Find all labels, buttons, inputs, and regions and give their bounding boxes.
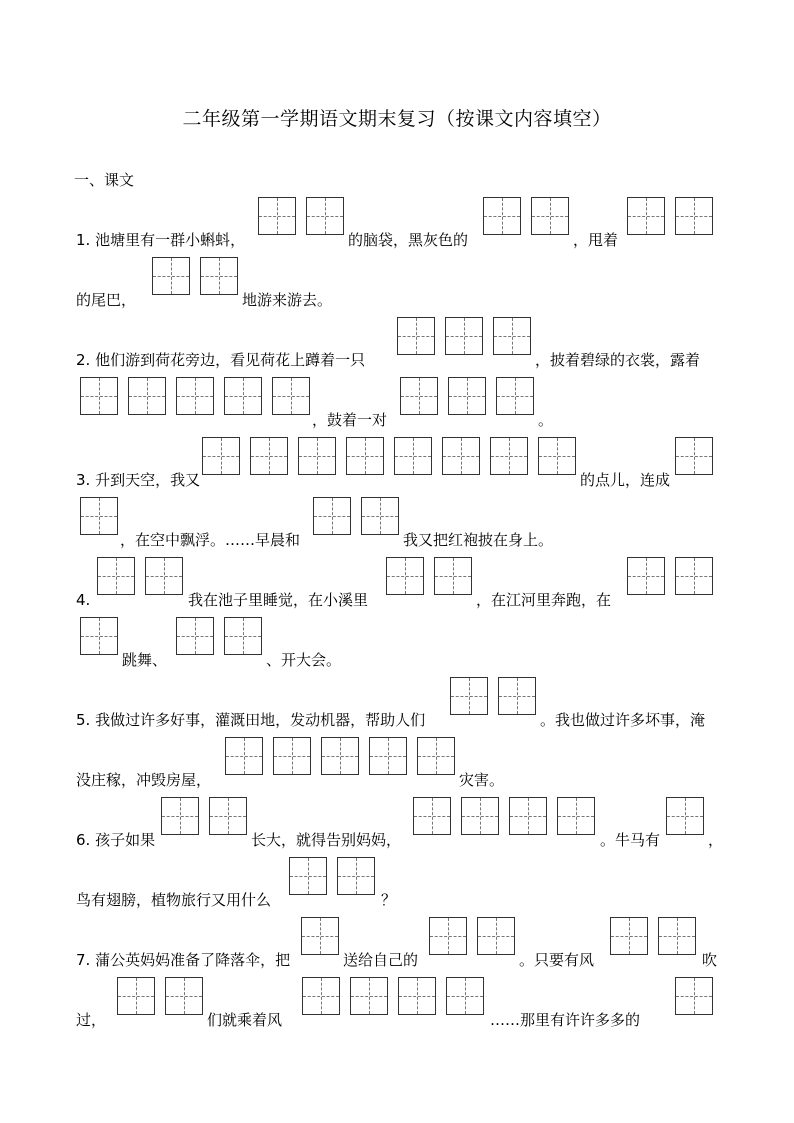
answer-box[interactable] xyxy=(80,617,118,655)
answer-box[interactable] xyxy=(369,737,407,775)
answer-box[interactable] xyxy=(97,557,135,595)
answer-box[interactable] xyxy=(496,377,534,415)
q5-text-b: 。我也做过许多坏事，淹 xyxy=(540,711,706,729)
q4-text-e: 、开大会。 xyxy=(266,651,342,669)
q2-text-c: ，鼓着一对 xyxy=(312,411,388,429)
q1-text-a: 1. 池塘里有一群小蝌蚪， xyxy=(76,231,246,249)
answer-box[interactable] xyxy=(627,197,665,235)
q7-text-b: 送给自己的 xyxy=(343,951,419,969)
answer-box[interactable] xyxy=(361,497,399,535)
answer-box[interactable] xyxy=(258,197,296,235)
q7-text-f: 们就乘着风 xyxy=(207,1011,283,1029)
q7-text-c: 。只要有风 xyxy=(519,951,595,969)
answer-box[interactable] xyxy=(493,317,531,355)
answer-box[interactable] xyxy=(202,437,240,475)
q4-text-c: ，在江河里奔跑，在 xyxy=(476,591,612,609)
answer-box[interactable] xyxy=(400,377,438,415)
answer-box[interactable] xyxy=(250,437,288,475)
answer-box[interactable] xyxy=(610,917,648,955)
answer-box[interactable] xyxy=(289,857,327,895)
answer-box[interactable] xyxy=(273,737,311,775)
answer-box[interactable] xyxy=(675,977,713,1015)
q6-text-c: 。牛马有 xyxy=(600,831,661,849)
answer-box[interactable] xyxy=(675,437,713,475)
answer-box[interactable] xyxy=(490,437,528,475)
answer-box[interactable] xyxy=(80,497,118,535)
answer-box[interactable] xyxy=(461,797,499,835)
answer-box[interactable] xyxy=(538,437,576,475)
answer-box[interactable] xyxy=(397,317,435,355)
q2-text-d: 。 xyxy=(538,411,554,429)
answer-box[interactable] xyxy=(200,257,238,295)
q2-text-a: 2. 他们游到荷花旁边，看见荷花上蹲着一只 xyxy=(76,351,366,369)
answer-box[interactable] xyxy=(429,917,467,955)
answer-box[interactable] xyxy=(165,977,203,1015)
q3-text-d: 我又把红袍披在身上。 xyxy=(403,531,554,549)
answer-box[interactable] xyxy=(658,917,696,955)
answer-box[interactable] xyxy=(117,977,155,1015)
answer-box[interactable] xyxy=(394,437,432,475)
q3-text-b: 的点儿，连成 xyxy=(580,471,671,489)
answer-box[interactable] xyxy=(152,257,190,295)
q7-text-d: 吹 xyxy=(702,951,718,969)
answer-box[interactable] xyxy=(627,557,665,595)
answer-box[interactable] xyxy=(666,797,704,835)
answer-box[interactable] xyxy=(321,737,359,775)
q6-text-f: ？ xyxy=(381,891,397,909)
answer-box[interactable] xyxy=(531,197,569,235)
q7-text-g: ……那里有许许多多的 xyxy=(490,1011,641,1029)
answer-box[interactable] xyxy=(302,977,340,1015)
q6-text-e: 鸟有翅膀，植物旅行又用什么 xyxy=(76,891,272,909)
answer-box[interactable] xyxy=(417,737,455,775)
q6-text-a: 6. 孩子如果 xyxy=(76,831,156,849)
page-title: 二年级第一学期语文期末复习（按课文内容填空） xyxy=(182,108,612,130)
answer-box[interactable] xyxy=(224,617,262,655)
answer-box[interactable] xyxy=(80,377,118,415)
q4-text-a: 4. xyxy=(76,591,91,609)
answer-box[interactable] xyxy=(450,677,488,715)
answer-box[interactable] xyxy=(272,377,310,415)
answer-box[interactable] xyxy=(445,317,483,355)
q4-text-d: 跳舞、 xyxy=(122,651,168,669)
q1-text-e: 地游来游去。 xyxy=(242,291,333,309)
q6-text-b: 长大，就得告别妈妈， xyxy=(251,831,402,849)
q3-text-c: ，在空中飘浮。……早晨和 xyxy=(120,531,301,549)
answer-box[interactable] xyxy=(209,797,247,835)
answer-box[interactable] xyxy=(313,497,351,535)
q5-text-a: 5. 我做过许多好事，灌溉田地，发动机器，帮助人们 xyxy=(76,711,426,729)
q4-text-b: 我在池子里睡觉，在小溪里 xyxy=(188,591,369,609)
q7-text-a: 7. 蒲公英妈妈准备了降落伞，把 xyxy=(76,951,291,969)
answer-box[interactable] xyxy=(477,917,515,955)
q1-text-c: ，甩着 xyxy=(573,231,619,249)
q6-text-d: ， xyxy=(708,831,724,849)
q1-text-b: 的脑袋，黑灰色的 xyxy=(348,231,469,249)
answer-box[interactable] xyxy=(448,377,486,415)
q3-text-a: 3. 升到天空，我又 xyxy=(76,471,201,489)
q5-text-c: 没庄稼，冲毁房屋， xyxy=(76,771,212,789)
answer-box[interactable] xyxy=(509,797,547,835)
q1-text-d: 的尾巴， xyxy=(76,291,137,309)
answer-box[interactable] xyxy=(675,197,713,235)
q7-text-e: 过， xyxy=(76,1011,107,1029)
answer-box[interactable] xyxy=(498,677,536,715)
q2-text-b: ，披着碧绿的衣裳，露着 xyxy=(535,351,701,369)
answer-box[interactable] xyxy=(446,977,484,1015)
answer-box[interactable] xyxy=(434,557,472,595)
answer-box[interactable] xyxy=(301,917,339,955)
answer-box[interactable] xyxy=(675,557,713,595)
answer-box[interactable] xyxy=(225,737,263,775)
answer-box[interactable] xyxy=(176,377,214,415)
section-heading: 一、课文 xyxy=(74,171,135,189)
answer-box[interactable] xyxy=(557,797,595,835)
answer-box[interactable] xyxy=(413,797,451,835)
answer-box[interactable] xyxy=(306,197,344,235)
answer-box[interactable] xyxy=(386,557,424,595)
answer-box[interactable] xyxy=(161,797,199,835)
answer-box[interactable] xyxy=(483,197,521,235)
answer-box[interactable] xyxy=(337,857,375,895)
answer-box[interactable] xyxy=(224,377,262,415)
answer-box[interactable] xyxy=(398,977,436,1015)
answer-box[interactable] xyxy=(128,377,166,415)
answer-box[interactable] xyxy=(176,617,214,655)
q5-text-d: 灾害。 xyxy=(459,771,505,789)
answer-box[interactable] xyxy=(350,977,388,1015)
answer-box[interactable] xyxy=(145,557,183,595)
answer-box[interactable] xyxy=(442,437,480,475)
answer-box[interactable] xyxy=(346,437,384,475)
answer-box[interactable] xyxy=(298,437,336,475)
